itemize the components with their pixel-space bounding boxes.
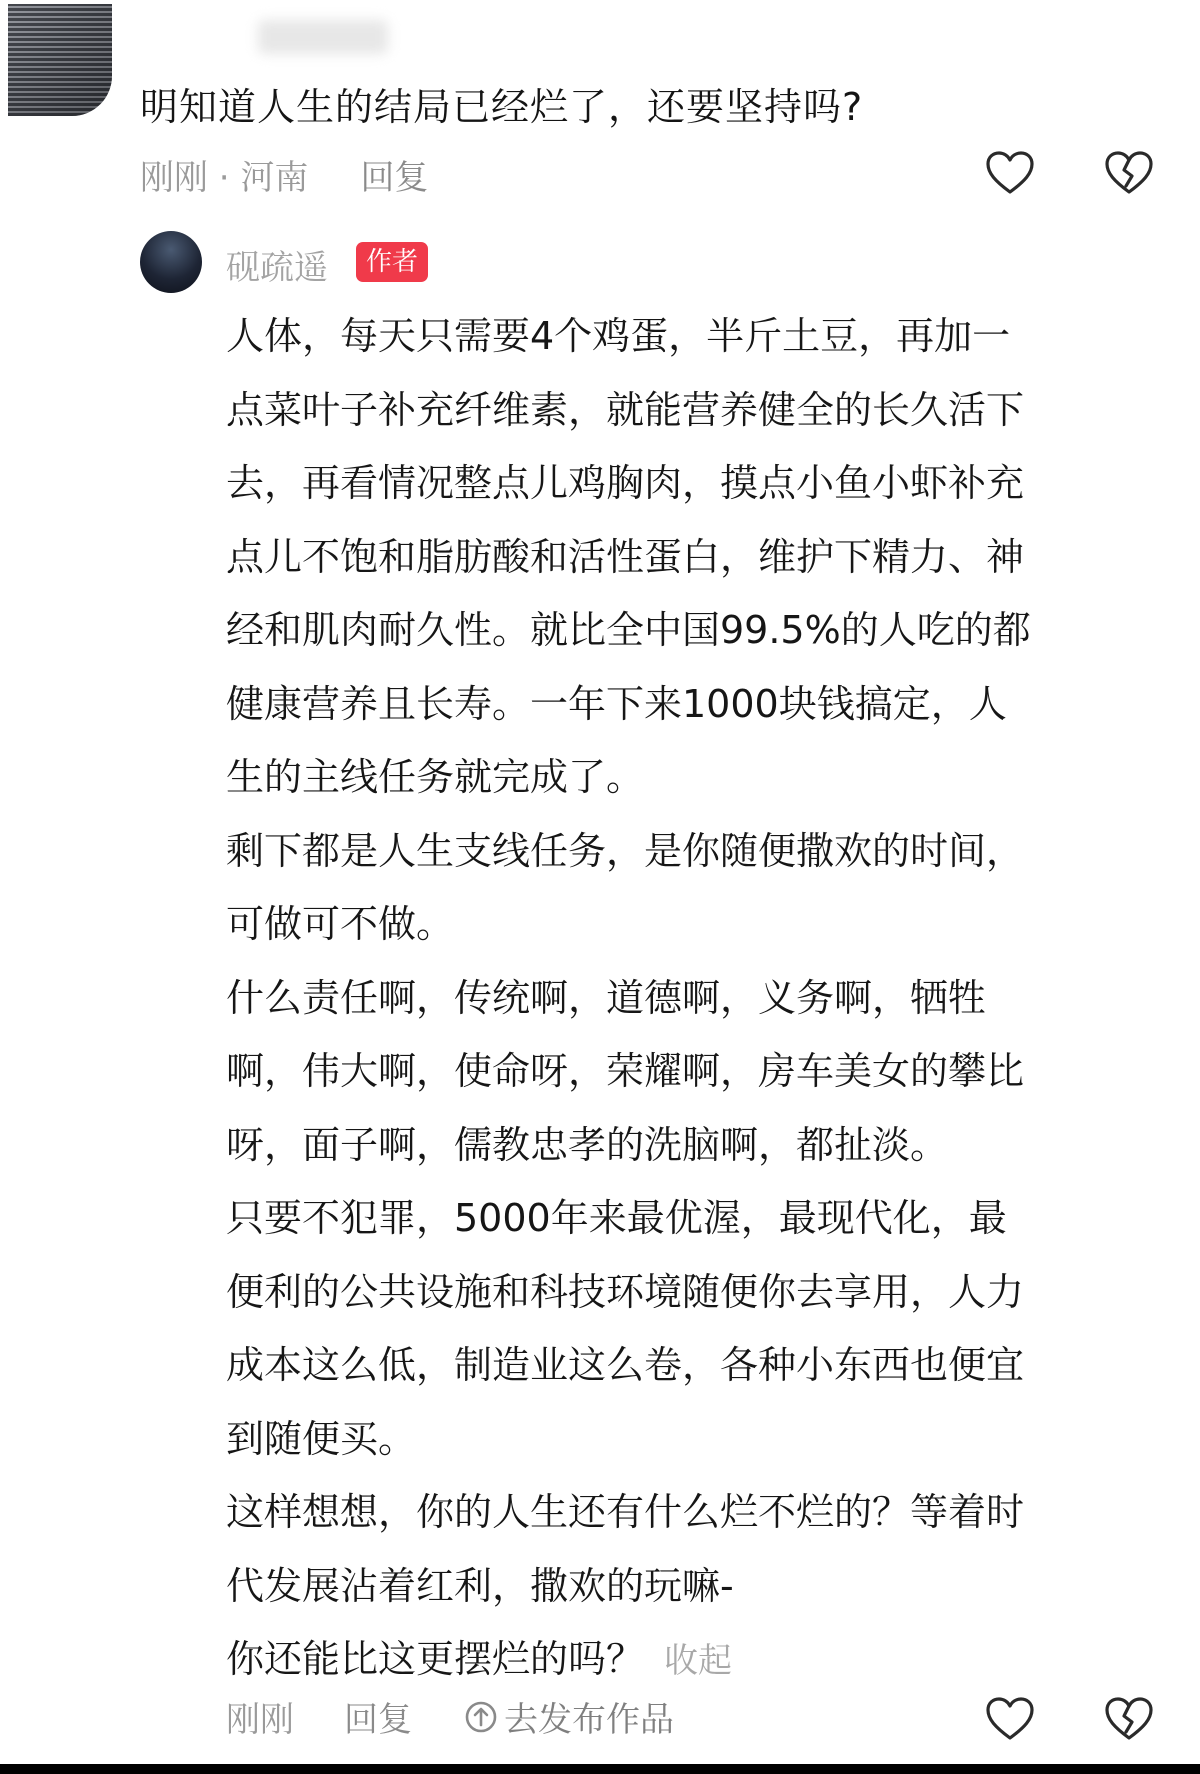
like-button[interactable] bbox=[985, 150, 1035, 196]
commenter-username-blurred bbox=[258, 20, 388, 54]
comment-meta bbox=[140, 150, 428, 199]
reply-line: 便利的公共设施和科技环境随便你去享用，人力 bbox=[226, 1269, 1025, 1314]
reply-to-author-button[interactable]: 回复 bbox=[344, 1700, 412, 1740]
commenter-avatar[interactable] bbox=[8, 4, 112, 116]
broken-heart-icon bbox=[1104, 1696, 1154, 1742]
reply-line: 可做可不做。 bbox=[226, 902, 455, 946]
reply-line: 只要不犯罪，5000年来最优渥，最现代化，最 bbox=[226, 1196, 1007, 1240]
reply-line: 什么责任啊，传统啊，道德啊，义务啊，牺牲 bbox=[226, 975, 987, 1020]
reply-last-line bbox=[226, 1623, 1156, 1699]
reply-time: 刚刚 bbox=[226, 1700, 294, 1740]
reply-last-text: 你还能比这更摆烂的吗？ bbox=[226, 1637, 645, 1681]
reply-line: 代发展沾着红利，撒欢的玩嘛- bbox=[226, 1563, 734, 1608]
reply-line: 这样想想，你的人生还有什么烂不烂的？等着时 bbox=[226, 1490, 1025, 1534]
reply-button[interactable]: 回复 bbox=[360, 158, 429, 198]
comment-text: 明知道人生的结局已经烂了，还要坚持吗? bbox=[140, 85, 864, 129]
author-avatar[interactable] bbox=[140, 231, 202, 293]
reply-line: 去，再看情况整点儿鸡胸肉，摸点小鱼小虾补充 bbox=[226, 461, 1025, 505]
reply-line: 点儿不饱和脂肪酸和活性蛋白，维护下精力、神 bbox=[226, 534, 1025, 579]
author-name[interactable]: 砚疏遥 bbox=[226, 248, 328, 288]
meta-separator: · bbox=[208, 158, 241, 198]
reply-line: 剩下都是人生支线任务，是你随便撒欢的时间， bbox=[226, 828, 1025, 873]
reply-line: 生的主线任务就完成了。 bbox=[226, 755, 645, 799]
reply-line: 点菜叶子补充纤维素，就能营养健全的长久活下 bbox=[226, 387, 1025, 432]
reply-line: 成本这么低，制造业这么卷，各种小东西也便宜 bbox=[226, 1343, 1025, 1387]
heart-outline-icon bbox=[985, 1696, 1035, 1742]
reply-line: 健康营养且长寿。一年下来1000块钱搞定，人 bbox=[226, 681, 1007, 726]
author-badge: 作者 bbox=[356, 242, 428, 282]
reply-footer bbox=[226, 1692, 674, 1741]
reply-line: 啊，伟大啊，使命呀，荣耀啊，房车美女的攀比 bbox=[226, 1049, 1025, 1093]
broken-heart-icon bbox=[1104, 150, 1154, 196]
reply-like-button[interactable] bbox=[985, 1696, 1035, 1742]
publish-work-button[interactable] bbox=[464, 1692, 674, 1741]
reply-line: 经和肌肉耐久性。就比全中国99.5%的人吃的都 bbox=[226, 608, 1031, 652]
reply-line: 呀，面子啊，儒教忠孝的洗脑啊，都扯淡。 bbox=[226, 1122, 949, 1167]
reply-body bbox=[226, 300, 1156, 1699]
upload-circle-icon bbox=[464, 1700, 498, 1734]
comment-location: 河南 bbox=[240, 158, 309, 198]
dislike-button[interactable] bbox=[1104, 150, 1154, 196]
reply-line: 到随便买。 bbox=[226, 1416, 417, 1461]
reply-line: 人体，每天只需要4个鸡蛋，半斤土豆，再加一 bbox=[226, 314, 1011, 358]
heart-outline-icon bbox=[985, 150, 1035, 196]
collapse-button[interactable]: 收起 bbox=[664, 1641, 733, 1681]
reply-dislike-button[interactable] bbox=[1104, 1696, 1154, 1742]
publish-work-label: 去发布作品 bbox=[504, 1700, 674, 1740]
comment-time: 刚刚 bbox=[140, 158, 208, 198]
